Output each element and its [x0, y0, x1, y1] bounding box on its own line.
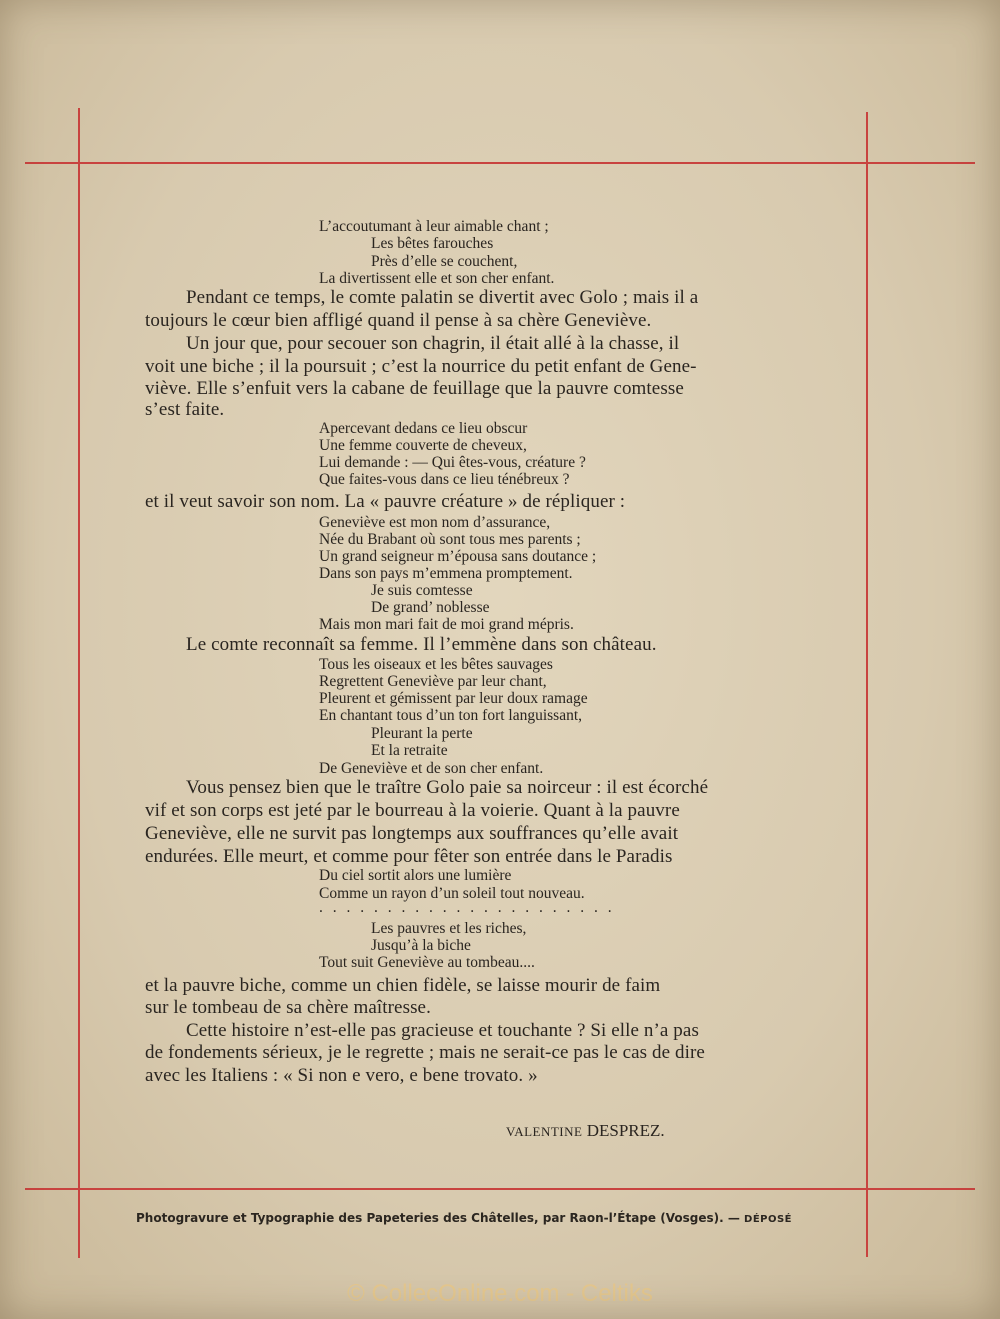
frame-top-rule — [25, 162, 975, 164]
verse-line: Dans son pays m’emmena promptement. — [319, 565, 573, 582]
verse-line: Les pauvres et les riches, — [371, 920, 527, 937]
printer-credit: Photogravure et Typographie des Papeteries des Châtelles, par Raon-l’Étape (Vosges). — — [136, 1211, 740, 1225]
verse-line: Lui demande : — Qui êtes-vous, créature ? — [319, 454, 586, 471]
verse-line: Geneviève est mon nom d’assurance, — [319, 514, 551, 531]
verse-line: Près d’elle se couchent, — [371, 253, 518, 270]
author-first-name: VALENTINE — [506, 1124, 583, 1139]
printer-footer — [136, 1211, 792, 1225]
paragraph-line: et il veut savoir son nom. La « pauvre créature » de répliquer : — [145, 491, 626, 512]
verse-line: Pleurant la perte — [371, 725, 473, 742]
paragraph-line: Cette histoire n’est-elle pas gracieuse et touchante ? Si elle n’a pas — [186, 1020, 699, 1041]
deposit-mark: DÉPOSÉ — [744, 1214, 793, 1225]
verse-line: Un grand seigneur m’épousa sans doutance ; — [319, 548, 597, 565]
frame-bottom-rule — [25, 1188, 975, 1190]
author-signature — [506, 1121, 665, 1141]
watermark: © CollecOnline.com - Celtiks — [347, 1280, 653, 1307]
verse-line: Je suis comtesse — [371, 582, 473, 599]
paragraph-line: Le comte reconnaît sa femme. Il l’emmène dans son château. — [186, 634, 657, 655]
frame-left-rule — [78, 108, 80, 1258]
paragraph-line: endurées. Elle meurt, et comme pour fêter son entrée dans le Paradis — [145, 846, 673, 867]
ellipsis-line: . . . . . . . . . . . . . . . . . . . . . . — [319, 899, 615, 916]
verse-line: La divertissent elle et son cher enfant. — [319, 270, 555, 287]
author-last-name: DESPREZ. — [586, 1121, 665, 1140]
verse-line: L’accoutumant à leur aimable chant ; — [319, 218, 549, 235]
verse-line: Jusqu’à la biche — [371, 937, 471, 954]
frame-right-rule — [866, 112, 868, 1257]
verse-line: Comme un rayon d’un soleil tout nouveau. — [319, 885, 585, 902]
paragraph-line: de fondements sérieux, je le regrette ; mais ne serait-ce pas le cas de dire — [145, 1042, 705, 1063]
verse-line: En chantant tous d’un ton fort languissant, — [319, 707, 583, 724]
paragraph-line: voit une biche ; il la poursuit ; c’est la nourrice du petit enfant de Gene- — [145, 356, 697, 377]
verse-line: Regrettent Geneviève par leur chant, — [319, 673, 547, 690]
verse-line: Mais mon mari fait de moi grand mépris. — [319, 616, 574, 633]
verse-line: Tous les oiseaux et les bêtes sauvages — [319, 656, 553, 673]
paragraph-line: avec les Italiens : « Si non e vero, e bene trovato. » — [145, 1065, 538, 1086]
verse-line: Du ciel sortit alors une lumière — [319, 867, 512, 884]
verse-line: Pleurent et gémissent par leur doux ramage — [319, 690, 588, 707]
verse-line: Tout suit Geneviève au tombeau.... — [319, 954, 535, 971]
verse-line: Une femme couverte de cheveux, — [319, 437, 527, 454]
paragraph-line: Vous pensez bien que le traître Golo paie sa noirceur : il est écorché — [186, 777, 709, 798]
verse-line: Apercevant dedans ce lieu obscur — [319, 420, 528, 437]
verse-line: Que faites-vous dans ce lieu ténébreux ? — [319, 471, 570, 488]
paragraph-line: Pendant ce temps, le comte palatin se divertit avec Golo ; mais il a — [186, 287, 699, 308]
paragraph-line: et la pauvre biche, comme un chien fidèle, se laisse mourir de faim — [145, 975, 661, 996]
paragraph-line: Un jour que, pour secouer son chagrin, il était allé à la chasse, il — [186, 333, 680, 354]
paragraph-line: sur le tombeau de sa chère maîtresse. — [145, 997, 431, 1018]
verse-line: Les bêtes farouches — [371, 235, 494, 252]
paragraph-line: s’est faite. — [145, 399, 225, 420]
paragraph-line: viève. Elle s’enfuit vers la cabane de feuillage que la pauvre comtesse — [145, 378, 684, 399]
verse-line: De grand’ noblesse — [371, 599, 490, 616]
verse-line: Et la retraite — [371, 742, 448, 759]
verse-line: De Geneviève et de son cher enfant. — [319, 760, 544, 777]
paragraph-line: toujours le cœur bien affligé quand il pense à sa chère Geneviève. — [145, 310, 652, 331]
verse-line: Née du Brabant où sont tous mes parents ; — [319, 531, 581, 548]
paragraph-line: vif et son corps est jeté par le bourreau à la voierie. Quant à la pauvre — [145, 800, 680, 821]
paragraph-line: Geneviève, elle ne survit pas longtemps aux souffrances qu’elle avait — [145, 823, 679, 844]
